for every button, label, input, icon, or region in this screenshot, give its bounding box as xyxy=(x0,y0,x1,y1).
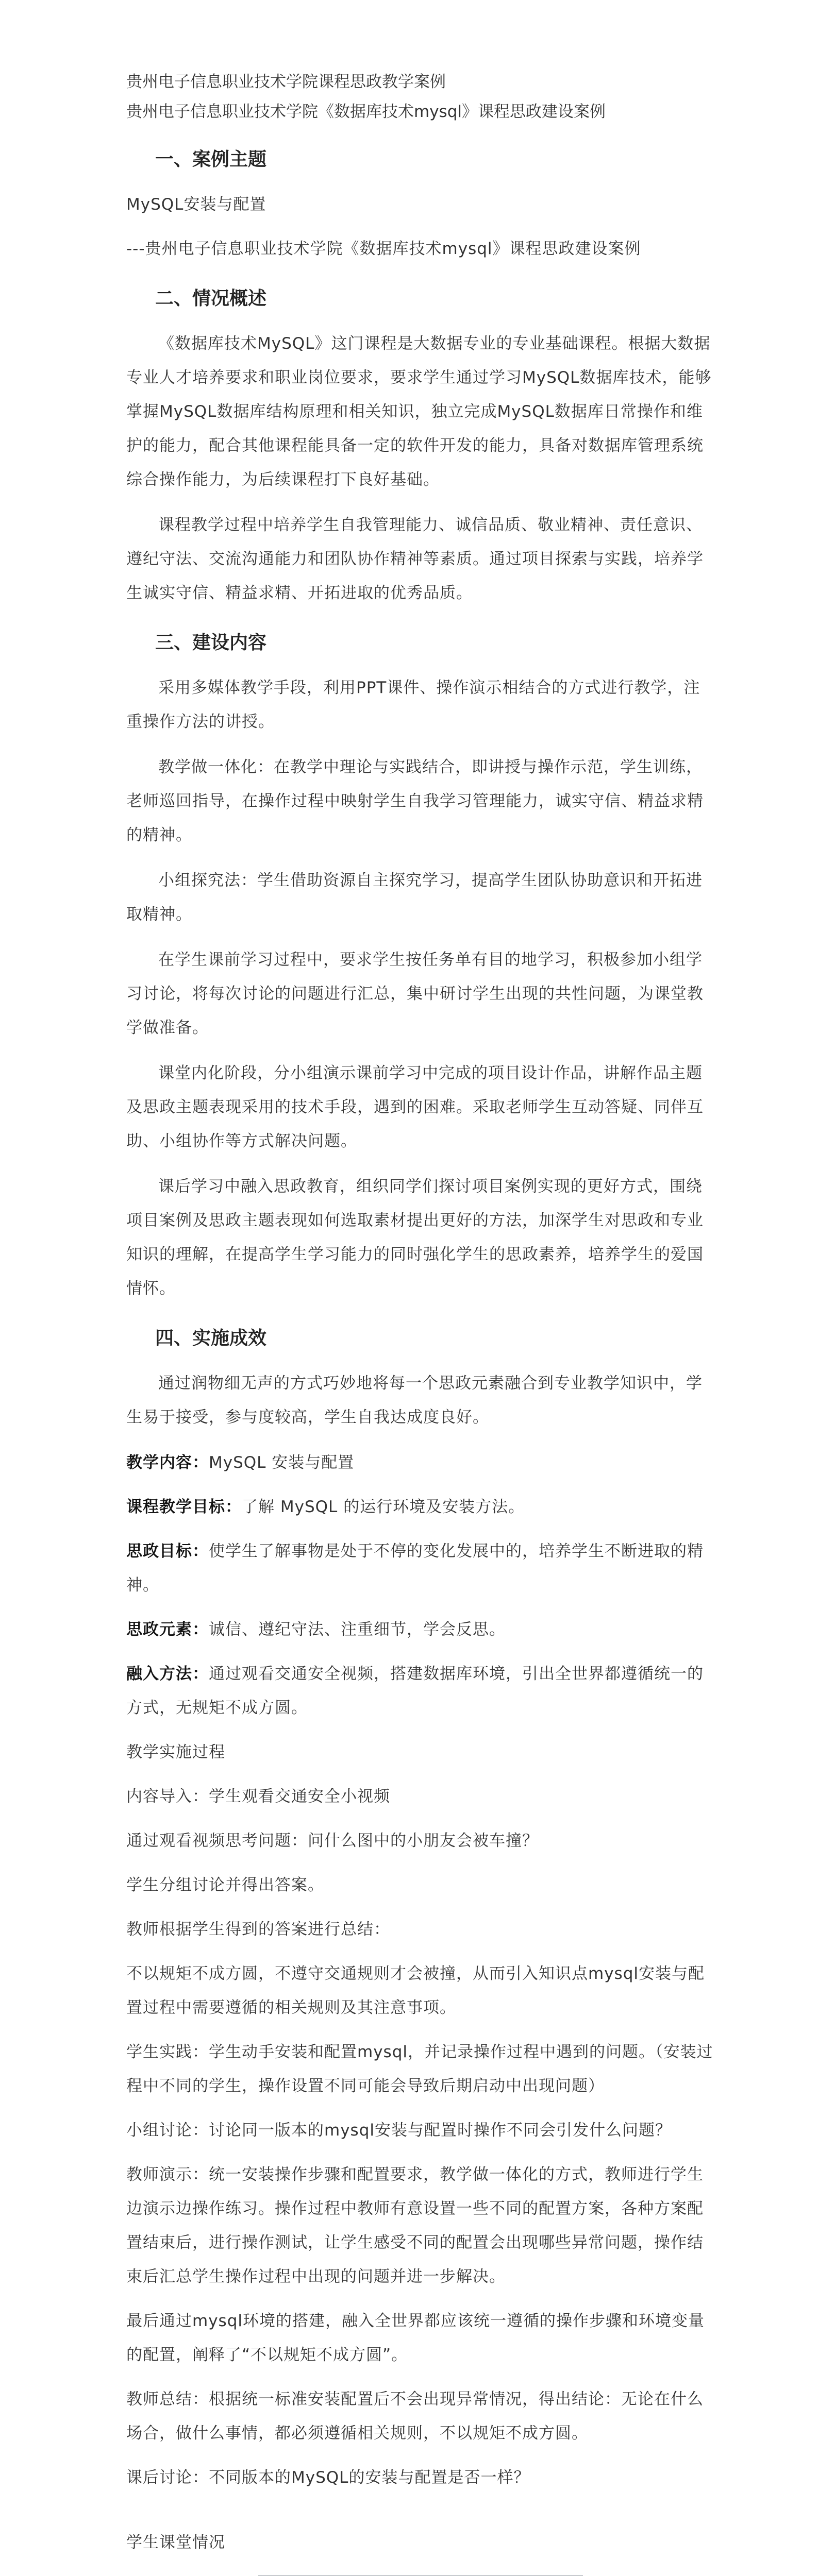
teaching-content-value: MySQL 安装与配置 xyxy=(209,1453,355,1472)
sz-elements-value: 诚信、遵纪守法、注重细节，学会反思。 xyxy=(209,1620,506,1639)
discuss-step: 学生分组讨论并得出答案。 xyxy=(126,1876,324,1894)
content-paragraph-3: 小组探究法：学生借助资源自主探究学习，提高学生团队协助意识和开拓进取精神。 xyxy=(126,871,703,924)
conclusion-step: 不以规矩不成方圆，不遵守交通规则才会被撞，从而引入知识点mysql安装与配置过程中需要遵循的相关规则及其注意事项。 xyxy=(126,1964,705,2017)
group-step: 小组讨论：讨论同一版本的mysql安装与配置时操作不同会引发什么问题？ xyxy=(126,2121,672,2140)
summary-step: 教师根据学生得到的答案进行总结： xyxy=(126,1920,390,1939)
teaching-goal-value: 了解 MySQL 的运行环境及安装方法。 xyxy=(242,1498,525,1516)
process-heading: 教学实施过程 xyxy=(126,1743,225,1761)
results-paragraph: 通过润物细无声的方式巧妙地将每一个思政元素融合到专业教学知识中，学生易于接受，参与度较高，学生自我达成度良好。 xyxy=(126,1374,703,1427)
integration-method-label: 融入方法： xyxy=(126,1665,209,1683)
header-line-1: 贵州电子信息职业技术学院课程思政教学案例 xyxy=(126,73,446,91)
demo-step: 教师演示：统一安装操作步骤和配置要求，教学做一体化的方式，教师进行学生边演示边操作练习。操作过程中教师有意设置一些不同的配置方案，各种方案配置结束后，进行操作测试，让学生感受不同的配置会出现哪些异常问题，操作结束后汇总学生操作过程中出现的问题并进一步解决。 xyxy=(126,2165,704,2286)
sz-elements xyxy=(126,1613,715,1647)
content-paragraph-2: 教学做一体化：在教学中理论与实践结合，即讲授与操作示范，学生训练，老师巡回指导，在操作过程中映射学生自我学习管理能力，诚实守信、精益求精的精神。 xyxy=(126,758,704,844)
after-class: 课后讨论：不同版本的MySQL的安装与配置是否一样？ xyxy=(126,2468,530,2487)
teaching-content-label: 教学内容： xyxy=(126,1453,209,1472)
content-paragraph-5: 课堂内化阶段，分小组演示课前学习中完成的项目设计作品，讲解作品主题及思政主题表现采用的技术手段，遇到的困难。采取老师学生互动答疑、同伴互助、小组协作等方式解决问题。 xyxy=(126,1064,704,1150)
section-3-title: 三、建设内容 xyxy=(155,632,267,653)
practice-step: 学生实践：学生动手安装和配置mysql，并记录操作过程中遇到的问题。（安装过程中不同的学生，操作设置不同可能会导致后期启动中出现问题） xyxy=(126,2043,713,2095)
class-situation-label: 学生课堂情况 xyxy=(126,2533,225,2552)
section-1-title: 一、案例主题 xyxy=(155,149,267,170)
integration-method xyxy=(126,1657,715,1725)
sz-goal-value: 使学生了解事物是处于不停的变化发展中的，培养学生不断进取的精神。 xyxy=(126,1542,704,1595)
case-subtitle: ---贵州电子信息职业技术学院《数据库技术mysql》课程思政建设案例 xyxy=(126,240,641,258)
question-step: 通过观看视频思考问题：问什么图中的小朋友会被车撞？ xyxy=(126,1832,539,1850)
overview-paragraph-1: 《数据库技术MySQL》这门课程是大数据专业的专业基础课程。根据大数据专业人才培养要求和职业岗位要求，要求学生通过学习MySQL数据库技术，能够掌握MySQL数据库结构原理和相关知识，独立完成MySQL数据库日常操作和维护的能力，配合其他课程能具备一定的软件开发的能力，具备对数据库管理系统综合操作能力，为后续课程打下良好基础。 xyxy=(126,334,712,489)
section-2-title: 二、情况概述 xyxy=(155,288,267,309)
section-4-title: 四、实施成效 xyxy=(155,1328,267,1349)
teacher-summary: 教师总结：根据统一标准安装配置后不会出现异常情况，得出结论：无论在什么场合，做什么事情，都必须遵循相关规则，不以规矩不成方圆。 xyxy=(126,2390,704,2443)
sz-elements-label: 思政元素： xyxy=(126,1620,209,1639)
teaching-content xyxy=(126,1446,715,1480)
overview-paragraph-2: 课程教学过程中培养学生自我管理能力、诚信品质、敬业精神、责任意识、遵纪守法、交流沟通能力和团队协作精神等素质。通过项目探索与实践，培养学生诚实守信、精益求精、开拓进取的优秀品质。 xyxy=(126,516,704,602)
teaching-goal xyxy=(126,1490,715,1524)
content-paragraph-6: 课后学习中融入思政教育，组织同学们探讨项目案例实现的更好方式，围绕项目案例及思政主题表现如何选取素材提出更好的方法，加深学生对思政和专业知识的理解，在提高学生学习能力的同时强化学生的思政素养，培养学生的爱国情怀。 xyxy=(126,1177,704,1298)
teaching-goal-label: 课程教学目标： xyxy=(126,1498,242,1516)
sz-goal xyxy=(126,1534,715,1602)
content-paragraph-1: 采用多媒体教学手段，利用PPT课件、操作演示相结合的方式进行教学，注重操作方法的讲授。 xyxy=(126,679,700,731)
integration-method-value: 通过观看交通安全视频，搭建数据库环境，引出全世界都遵循统一的方式，无规矩不成方圆。 xyxy=(126,1665,704,1717)
header-line-2: 贵州电子信息职业技术学院《数据库技术mysql》课程思政建设案例 xyxy=(126,103,606,121)
sz-goal-label: 思政目标： xyxy=(126,1542,209,1561)
case-topic: MySQL安装与配置 xyxy=(126,195,266,214)
final-step: 最后通过mysql环境的搭建，融入全世界都应该统一遵循的操作步骤和环境变量的配置，阐释了“不以规矩不成方圆”。 xyxy=(126,2312,705,2364)
import-step: 内容导入：学生观看交通安全小视频 xyxy=(126,1787,390,1806)
content-paragraph-4: 在学生课前学习过程中，要求学生按任务单有目的地学习，积极参加小组学习讨论，将每次讨论的问题进行汇总，集中研讨学生出现的共性问题，为课堂教学做准备。 xyxy=(126,951,704,1037)
